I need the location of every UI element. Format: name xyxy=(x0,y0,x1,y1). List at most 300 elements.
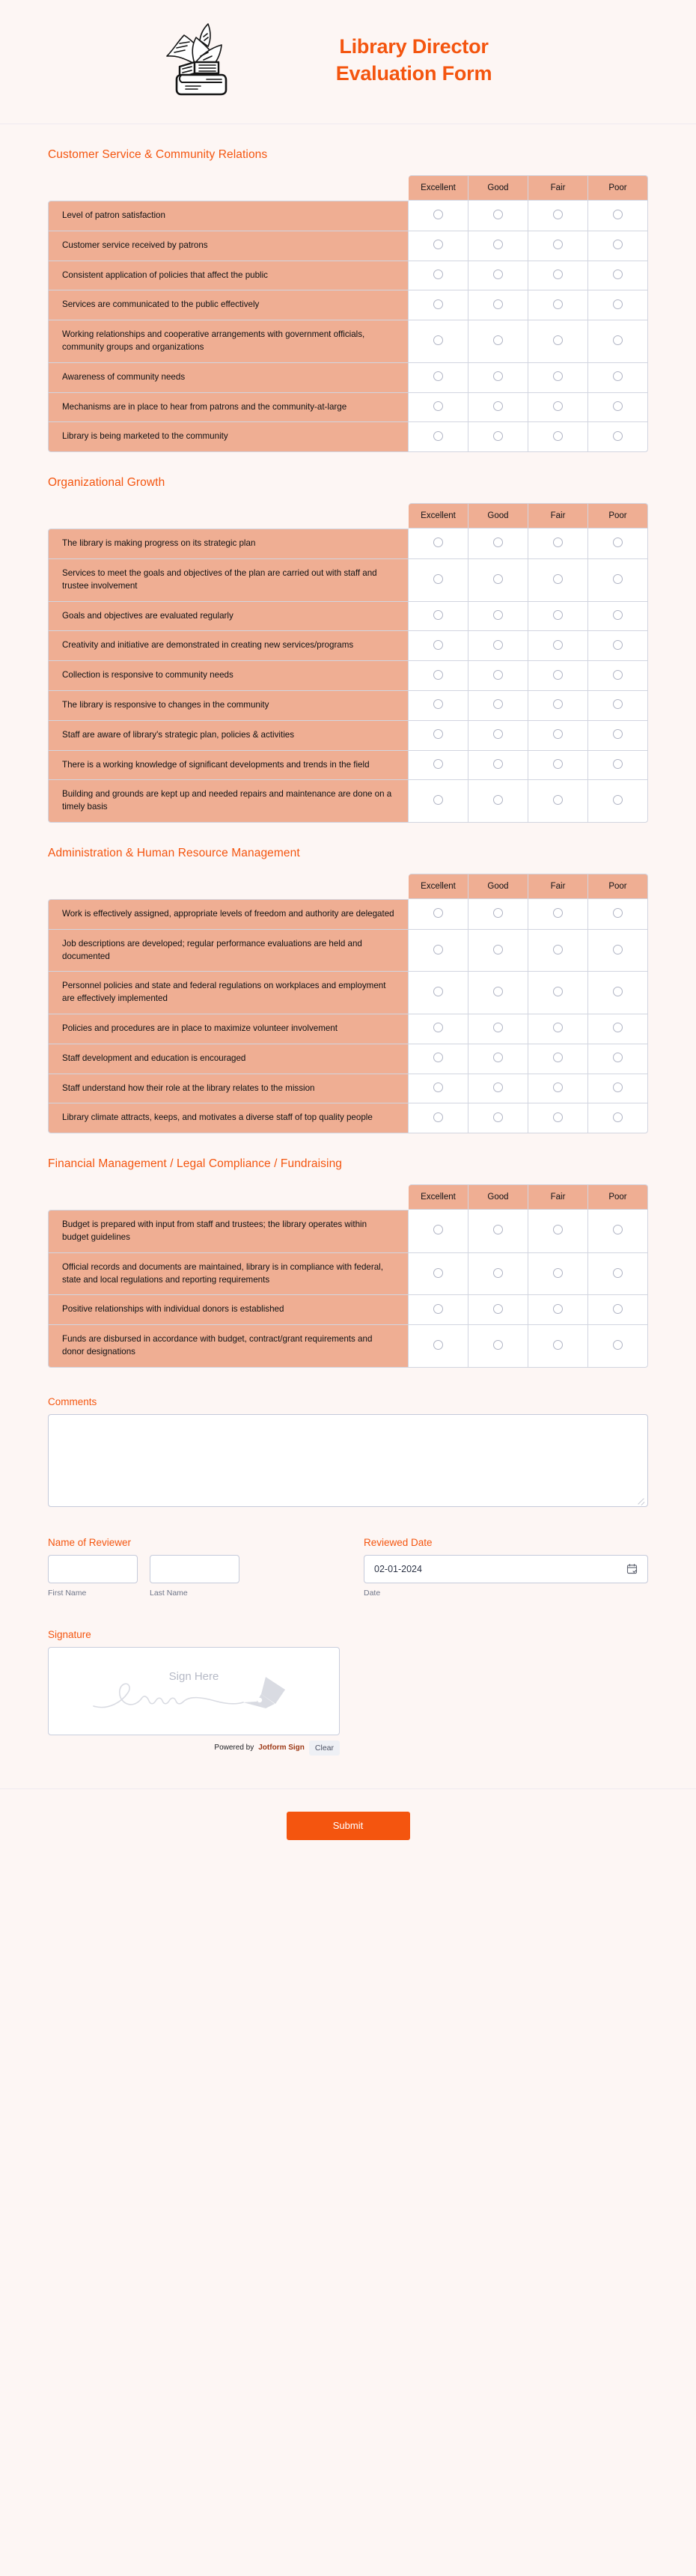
submit-area xyxy=(0,1789,696,1869)
matrix-question: Mechanisms are in place to hear from patrons and the community-at-large xyxy=(48,393,409,423)
radio-good[interactable] xyxy=(493,240,503,249)
matrix-cell-fair[interactable] xyxy=(528,559,588,602)
matrix-cell-fair[interactable] xyxy=(528,1210,588,1253)
matrix-cell-fair[interactable] xyxy=(528,899,588,930)
reviewer-and-date-row xyxy=(0,1537,696,1598)
table-row xyxy=(48,393,648,423)
radio-good[interactable] xyxy=(493,210,503,219)
matrix-cell-fair[interactable] xyxy=(528,1253,588,1296)
matrix-header-good: Good xyxy=(468,175,528,201)
matrix-cell-poor[interactable] xyxy=(588,363,648,393)
matrix-cell-fair[interactable] xyxy=(528,721,588,751)
matrix-cell-good[interactable] xyxy=(468,290,528,320)
matrix-cell-fair[interactable] xyxy=(528,1014,588,1044)
matrix-cell-fair[interactable] xyxy=(528,972,588,1014)
table-row xyxy=(48,422,648,452)
matrix-cell-fair[interactable] xyxy=(528,1044,588,1074)
radio-good[interactable] xyxy=(493,371,503,381)
matrix-cell-excellent[interactable] xyxy=(409,1074,468,1104)
radio-good[interactable] xyxy=(493,670,503,680)
radio-excellent[interactable] xyxy=(433,1225,443,1234)
matrix-corner xyxy=(48,874,409,899)
radio-excellent[interactable] xyxy=(433,431,443,441)
resize-handle-icon[interactable] xyxy=(638,1496,645,1504)
matrix-cell-fair[interactable] xyxy=(528,1074,588,1104)
radio-good[interactable] xyxy=(493,759,503,769)
radio-fair[interactable] xyxy=(553,640,563,650)
radio-fair[interactable] xyxy=(553,1268,563,1278)
matrix-cell-poor[interactable] xyxy=(588,529,648,559)
calendar-icon[interactable] xyxy=(626,1563,638,1574)
radio-fair[interactable] xyxy=(553,210,563,219)
matrix-cell-excellent[interactable] xyxy=(409,1210,468,1253)
radio-poor[interactable] xyxy=(613,729,623,739)
matrix-cell-poor[interactable] xyxy=(588,290,648,320)
radio-fair[interactable] xyxy=(553,270,563,279)
table-row xyxy=(48,1210,648,1253)
radio-poor[interactable] xyxy=(613,240,623,249)
table-row xyxy=(48,201,648,231)
matrix-question: Budget is prepared with input from staff and trustees; the library operates within budget guidelines xyxy=(48,1210,409,1253)
radio-excellent[interactable] xyxy=(433,640,443,650)
matrix-cell-fair[interactable] xyxy=(528,930,588,972)
radio-good[interactable] xyxy=(493,270,503,279)
matrix-cell-good[interactable] xyxy=(468,1325,528,1368)
radio-poor[interactable] xyxy=(613,640,623,650)
last-name-input[interactable] xyxy=(150,1555,239,1583)
matrix-cell-poor[interactable] xyxy=(588,393,648,423)
matrix-cell-poor[interactable] xyxy=(588,721,648,751)
matrix-header-fair: Fair xyxy=(528,175,588,201)
radio-good[interactable] xyxy=(493,729,503,739)
matrix-cell-fair[interactable] xyxy=(528,1325,588,1368)
matrix-cell-excellent[interactable] xyxy=(409,899,468,930)
matrix-cell-poor[interactable] xyxy=(588,930,648,972)
matrix-cell-fair[interactable] xyxy=(528,201,588,231)
radio-poor[interactable] xyxy=(613,987,623,996)
radio-fair[interactable] xyxy=(553,299,563,309)
signature-pad[interactable] xyxy=(48,1647,340,1735)
matrix-cell-poor[interactable] xyxy=(588,1103,648,1133)
matrix-cell-good[interactable] xyxy=(468,751,528,781)
radio-good[interactable] xyxy=(493,1268,503,1278)
radio-fair[interactable] xyxy=(553,1225,563,1234)
matrix-cell-poor[interactable] xyxy=(588,691,648,721)
radio-poor[interactable] xyxy=(613,1304,623,1314)
radio-fair[interactable] xyxy=(553,240,563,249)
radio-poor[interactable] xyxy=(613,1340,623,1350)
section-title: Customer Service & Community Relations xyxy=(48,148,268,161)
matrix-cell-good[interactable] xyxy=(468,631,528,661)
radio-fair[interactable] xyxy=(553,1304,563,1314)
radio-excellent[interactable] xyxy=(433,574,443,584)
radio-poor[interactable] xyxy=(613,670,623,680)
radio-good[interactable] xyxy=(493,610,503,620)
matrix-cell-poor[interactable] xyxy=(588,1253,648,1296)
matrix-cell-excellent[interactable] xyxy=(409,559,468,602)
matrix-cell-poor[interactable] xyxy=(588,751,648,781)
matrix-cell-excellent[interactable] xyxy=(409,261,468,291)
radio-excellent[interactable] xyxy=(433,538,443,547)
matrix-cell-excellent[interactable] xyxy=(409,290,468,320)
radio-excellent[interactable] xyxy=(433,987,443,996)
matrix-cell-poor[interactable] xyxy=(588,1044,648,1074)
matrix-header-fair: Fair xyxy=(528,874,588,899)
table-row xyxy=(48,1253,648,1296)
radio-good[interactable] xyxy=(493,1225,503,1234)
radio-fair[interactable] xyxy=(553,538,563,547)
matrix-cell-excellent[interactable] xyxy=(409,1325,468,1368)
radio-excellent[interactable] xyxy=(433,699,443,709)
table-row xyxy=(48,1014,648,1044)
table-row xyxy=(48,1325,648,1368)
radio-fair[interactable] xyxy=(553,908,563,918)
radio-fair[interactable] xyxy=(553,759,563,769)
radio-good[interactable] xyxy=(493,908,503,918)
matrix-cell-fair[interactable] xyxy=(528,261,588,291)
matrix-cell-excellent[interactable] xyxy=(409,691,468,721)
table-row xyxy=(48,631,648,661)
jotform-sign-brand: Jotform Sign xyxy=(258,1744,305,1753)
clear-signature-button[interactable]: Clear xyxy=(309,1741,340,1756)
submit-button[interactable]: Submit xyxy=(287,1812,410,1840)
matrix-cell-poor[interactable] xyxy=(588,1325,648,1368)
section-0 xyxy=(0,148,696,452)
matrix-corner xyxy=(48,175,409,201)
matrix-cell-good[interactable] xyxy=(468,261,528,291)
matrix-question: Staff development and education is encouraged xyxy=(48,1044,409,1074)
matrix-cell-poor[interactable] xyxy=(588,899,648,930)
radio-fair[interactable] xyxy=(553,1053,563,1062)
radio-excellent[interactable] xyxy=(433,1268,443,1278)
radio-fair[interactable] xyxy=(553,699,563,709)
matrix-header-fair: Fair xyxy=(528,1184,588,1210)
radio-fair[interactable] xyxy=(553,670,563,680)
radio-excellent[interactable] xyxy=(433,729,443,739)
radio-poor[interactable] xyxy=(613,945,623,954)
matrix-cell-excellent[interactable] xyxy=(409,320,468,363)
matrix-cell-good[interactable] xyxy=(468,201,528,231)
radio-poor[interactable] xyxy=(613,401,623,411)
radio-good[interactable] xyxy=(493,401,503,411)
matrix-cell-fair[interactable] xyxy=(528,691,588,721)
matrix-cell-good[interactable] xyxy=(468,559,528,602)
radio-excellent[interactable] xyxy=(433,670,443,680)
radio-excellent[interactable] xyxy=(433,945,443,954)
matrix-header-poor: Poor xyxy=(588,874,648,899)
radio-fair[interactable] xyxy=(553,729,563,739)
radio-good[interactable] xyxy=(493,987,503,996)
matrix-cell-good[interactable] xyxy=(468,1103,528,1133)
table-row xyxy=(48,1295,648,1325)
radio-poor[interactable] xyxy=(613,759,623,769)
radio-poor[interactable] xyxy=(613,699,623,709)
matrix-corner xyxy=(48,1184,409,1210)
matrix-question: Work is effectively assigned, appropriate levels of freedom and authority are delegated xyxy=(48,899,409,930)
matrix-cell-excellent[interactable] xyxy=(409,972,468,1014)
radio-good[interactable] xyxy=(493,1112,503,1122)
matrix-cell-excellent[interactable] xyxy=(409,1295,468,1325)
radio-excellent[interactable] xyxy=(433,795,443,805)
radio-poor[interactable] xyxy=(613,795,623,805)
rating-matrix xyxy=(48,175,648,452)
matrix-question: Staff understand how their role at the library relates to the mission xyxy=(48,1074,409,1104)
radio-excellent[interactable] xyxy=(433,270,443,279)
matrix-cell-excellent[interactable] xyxy=(409,780,468,823)
radio-excellent[interactable] xyxy=(433,299,443,309)
sections-container xyxy=(0,148,696,1368)
radio-poor[interactable] xyxy=(613,1112,623,1122)
table-row xyxy=(48,751,648,781)
radio-good[interactable] xyxy=(493,1083,503,1092)
matrix-header-good: Good xyxy=(468,1184,528,1210)
matrix-cell-good[interactable] xyxy=(468,363,528,393)
table-row xyxy=(48,1074,648,1104)
matrix-cell-fair[interactable] xyxy=(528,393,588,423)
radio-excellent[interactable] xyxy=(433,1304,443,1314)
radio-good[interactable] xyxy=(493,640,503,650)
matrix-header-excellent: Excellent xyxy=(409,1184,468,1210)
matrix-cell-fair[interactable] xyxy=(528,1295,588,1325)
last-name-sublabel: Last Name xyxy=(150,1588,188,1598)
radio-fair[interactable] xyxy=(553,1340,563,1350)
radio-poor[interactable] xyxy=(613,431,623,441)
radio-excellent[interactable] xyxy=(433,1023,443,1032)
matrix-cell-excellent[interactable] xyxy=(409,721,468,751)
matrix-question: Job descriptions are developed; regular performance evaluations are held and documented xyxy=(48,930,409,972)
rating-matrix xyxy=(48,503,648,823)
matrix-cell-good[interactable] xyxy=(468,1014,528,1044)
radio-poor[interactable] xyxy=(613,299,623,309)
matrix-cell-good[interactable] xyxy=(468,1253,528,1296)
section-title: Organizational Growth xyxy=(48,476,165,490)
radio-fair[interactable] xyxy=(553,1112,563,1122)
matrix-cell-excellent[interactable] xyxy=(409,201,468,231)
radio-excellent[interactable] xyxy=(433,1083,443,1092)
radio-poor[interactable] xyxy=(613,908,623,918)
matrix-cell-excellent[interactable] xyxy=(409,661,468,691)
radio-poor[interactable] xyxy=(613,1053,623,1062)
matrix-cell-poor[interactable] xyxy=(588,1014,648,1044)
table-row xyxy=(48,1044,648,1074)
matrix-cell-fair[interactable] xyxy=(528,1103,588,1133)
reviewed-date-input[interactable] xyxy=(364,1555,648,1583)
radio-poor[interactable] xyxy=(613,270,623,279)
radio-good[interactable] xyxy=(493,538,503,547)
comments-textarea[interactable] xyxy=(48,1414,648,1507)
matrix-cell-excellent[interactable] xyxy=(409,231,468,261)
table-row xyxy=(48,721,648,751)
radio-poor[interactable] xyxy=(613,335,623,345)
table-row xyxy=(48,290,648,320)
stack-of-books-logo xyxy=(159,21,271,100)
matrix-cell-excellent[interactable] xyxy=(409,1014,468,1044)
matrix-cell-good[interactable] xyxy=(468,691,528,721)
radio-poor[interactable] xyxy=(613,210,623,219)
signature-footer xyxy=(48,1741,340,1756)
table-row xyxy=(48,231,648,261)
matrix-header-excellent: Excellent xyxy=(409,874,468,899)
matrix-cell-fair[interactable] xyxy=(528,602,588,632)
matrix-cell-good[interactable] xyxy=(468,780,528,823)
matrix-cell-excellent[interactable] xyxy=(409,751,468,781)
first-name-input[interactable] xyxy=(48,1555,138,1583)
matrix-question: Goals and objectives are evaluated regularly xyxy=(48,602,409,632)
matrix-cell-fair[interactable] xyxy=(528,661,588,691)
radio-good[interactable] xyxy=(493,299,503,309)
matrix-cell-good[interactable] xyxy=(468,661,528,691)
matrix-question: Building and grounds are kept up and needed repairs and maintenance are done on a timely basis xyxy=(48,780,409,823)
matrix-cell-poor[interactable] xyxy=(588,231,648,261)
matrix-cell-excellent[interactable] xyxy=(409,1103,468,1133)
radio-good[interactable] xyxy=(493,335,503,345)
radio-good[interactable] xyxy=(493,795,503,805)
form-header xyxy=(0,0,696,124)
matrix-cell-poor[interactable] xyxy=(588,972,648,1014)
radio-fair[interactable] xyxy=(553,987,563,996)
radio-poor[interactable] xyxy=(613,371,623,381)
matrix-cell-good[interactable] xyxy=(468,393,528,423)
radio-fair[interactable] xyxy=(553,610,563,620)
table-row xyxy=(48,602,648,632)
matrix-cell-good[interactable] xyxy=(468,1074,528,1104)
radio-good[interactable] xyxy=(493,1304,503,1314)
radio-excellent[interactable] xyxy=(433,1053,443,1062)
radio-good[interactable] xyxy=(493,1023,503,1032)
section-2 xyxy=(0,847,696,1133)
reviewed-date-label: Reviewed Date xyxy=(364,1536,433,1548)
matrix-cell-poor[interactable] xyxy=(588,661,648,691)
radio-good[interactable] xyxy=(493,699,503,709)
matrix-cell-good[interactable] xyxy=(468,422,528,452)
matrix-cell-poor[interactable] xyxy=(588,1210,648,1253)
matrix-cell-excellent[interactable] xyxy=(409,930,468,972)
matrix-cell-poor[interactable] xyxy=(588,780,648,823)
rating-matrix xyxy=(48,874,648,1133)
matrix-cell-fair[interactable] xyxy=(528,290,588,320)
matrix-header-good: Good xyxy=(468,503,528,529)
matrix-cell-fair[interactable] xyxy=(528,529,588,559)
radio-excellent[interactable] xyxy=(433,240,443,249)
matrix-cell-excellent[interactable] xyxy=(409,393,468,423)
radio-poor[interactable] xyxy=(613,1268,623,1278)
matrix-question: Services are communicated to the public effectively xyxy=(48,290,409,320)
matrix-cell-poor[interactable] xyxy=(588,1295,648,1325)
matrix-question: Personnel policies and state and federal regulations on workplaces and employment are effectively implemented xyxy=(48,972,409,1014)
matrix-cell-excellent[interactable] xyxy=(409,1044,468,1074)
matrix-cell-excellent[interactable] xyxy=(409,631,468,661)
matrix-cell-fair[interactable] xyxy=(528,422,588,452)
radio-good[interactable] xyxy=(493,431,503,441)
matrix-cell-good[interactable] xyxy=(468,320,528,363)
matrix-cell-excellent[interactable] xyxy=(409,422,468,452)
matrix-cell-good[interactable] xyxy=(468,721,528,751)
radio-fair[interactable] xyxy=(553,795,563,805)
radio-fair[interactable] xyxy=(553,574,563,584)
radio-poor[interactable] xyxy=(613,1023,623,1032)
matrix-cell-excellent[interactable] xyxy=(409,1253,468,1296)
matrix-cell-good[interactable] xyxy=(468,602,528,632)
matrix-cell-fair[interactable] xyxy=(528,320,588,363)
radio-good[interactable] xyxy=(493,945,503,954)
matrix-cell-good[interactable] xyxy=(468,231,528,261)
matrix-question: The library is making progress on its strategic plan xyxy=(48,529,409,559)
radio-excellent[interactable] xyxy=(433,610,443,620)
radio-good[interactable] xyxy=(493,1340,503,1350)
matrix-cell-poor[interactable] xyxy=(588,261,648,291)
matrix-cell-good[interactable] xyxy=(468,1210,528,1253)
radio-excellent[interactable] xyxy=(433,1340,443,1350)
matrix-cell-good[interactable] xyxy=(468,1295,528,1325)
matrix-cell-excellent[interactable] xyxy=(409,602,468,632)
comments-label: Comments xyxy=(48,1395,97,1407)
matrix-header-excellent: Excellent xyxy=(409,503,468,529)
radio-good[interactable] xyxy=(493,574,503,584)
radio-fair[interactable] xyxy=(553,335,563,345)
matrix-cell-excellent[interactable] xyxy=(409,363,468,393)
matrix-cell-poor[interactable] xyxy=(588,320,648,363)
signature-label: Signature xyxy=(48,1628,91,1640)
matrix-question: Working relationships and cooperative arrangements with government officials, community groups and organizations xyxy=(48,320,409,363)
radio-good[interactable] xyxy=(493,1053,503,1062)
matrix-cell-fair[interactable] xyxy=(528,231,588,261)
matrix-cell-poor[interactable] xyxy=(588,1074,648,1104)
matrix-cell-poor[interactable] xyxy=(588,422,648,452)
matrix-cell-fair[interactable] xyxy=(528,363,588,393)
matrix-cell-poor[interactable] xyxy=(588,201,648,231)
matrix-cell-good[interactable] xyxy=(468,899,528,930)
matrix-cell-good[interactable] xyxy=(468,972,528,1014)
matrix-header-poor: Poor xyxy=(588,1184,648,1210)
radio-fair[interactable] xyxy=(553,401,563,411)
table-row xyxy=(48,691,648,721)
matrix-cell-poor[interactable] xyxy=(588,559,648,602)
radio-excellent[interactable] xyxy=(433,401,443,411)
matrix-cell-poor[interactable] xyxy=(588,602,648,632)
radio-excellent[interactable] xyxy=(433,908,443,918)
radio-fair[interactable] xyxy=(553,1083,563,1092)
matrix-cell-excellent[interactable] xyxy=(409,529,468,559)
radio-poor[interactable] xyxy=(613,1225,623,1234)
radio-poor[interactable] xyxy=(613,538,623,547)
radio-fair[interactable] xyxy=(553,371,563,381)
radio-excellent[interactable] xyxy=(433,210,443,219)
matrix-question: Funds are disbursed in accordance with budget, contract/grant requirements and donor designations xyxy=(48,1325,409,1368)
table-row xyxy=(48,930,648,972)
matrix-header-excellent: Excellent xyxy=(409,175,468,201)
page-title: Library Director Evaluation Form xyxy=(335,34,492,85)
signature-block xyxy=(0,1629,696,1756)
matrix-cell-poor[interactable] xyxy=(588,631,648,661)
radio-excellent[interactable] xyxy=(433,371,443,381)
matrix-cell-good[interactable] xyxy=(468,930,528,972)
matrix-cell-fair[interactable] xyxy=(528,780,588,823)
radio-poor[interactable] xyxy=(613,574,623,584)
radio-excellent[interactable] xyxy=(433,759,443,769)
radio-excellent[interactable] xyxy=(433,335,443,345)
radio-fair[interactable] xyxy=(553,1023,563,1032)
matrix-cell-good[interactable] xyxy=(468,529,528,559)
matrix-cell-fair[interactable] xyxy=(528,751,588,781)
radio-poor[interactable] xyxy=(613,610,623,620)
radio-fair[interactable] xyxy=(553,945,563,954)
radio-fair[interactable] xyxy=(553,431,563,441)
matrix-cell-fair[interactable] xyxy=(528,631,588,661)
table-row xyxy=(48,661,648,691)
matrix-cell-good[interactable] xyxy=(468,1044,528,1074)
radio-excellent[interactable] xyxy=(433,1112,443,1122)
radio-poor[interactable] xyxy=(613,1083,623,1092)
